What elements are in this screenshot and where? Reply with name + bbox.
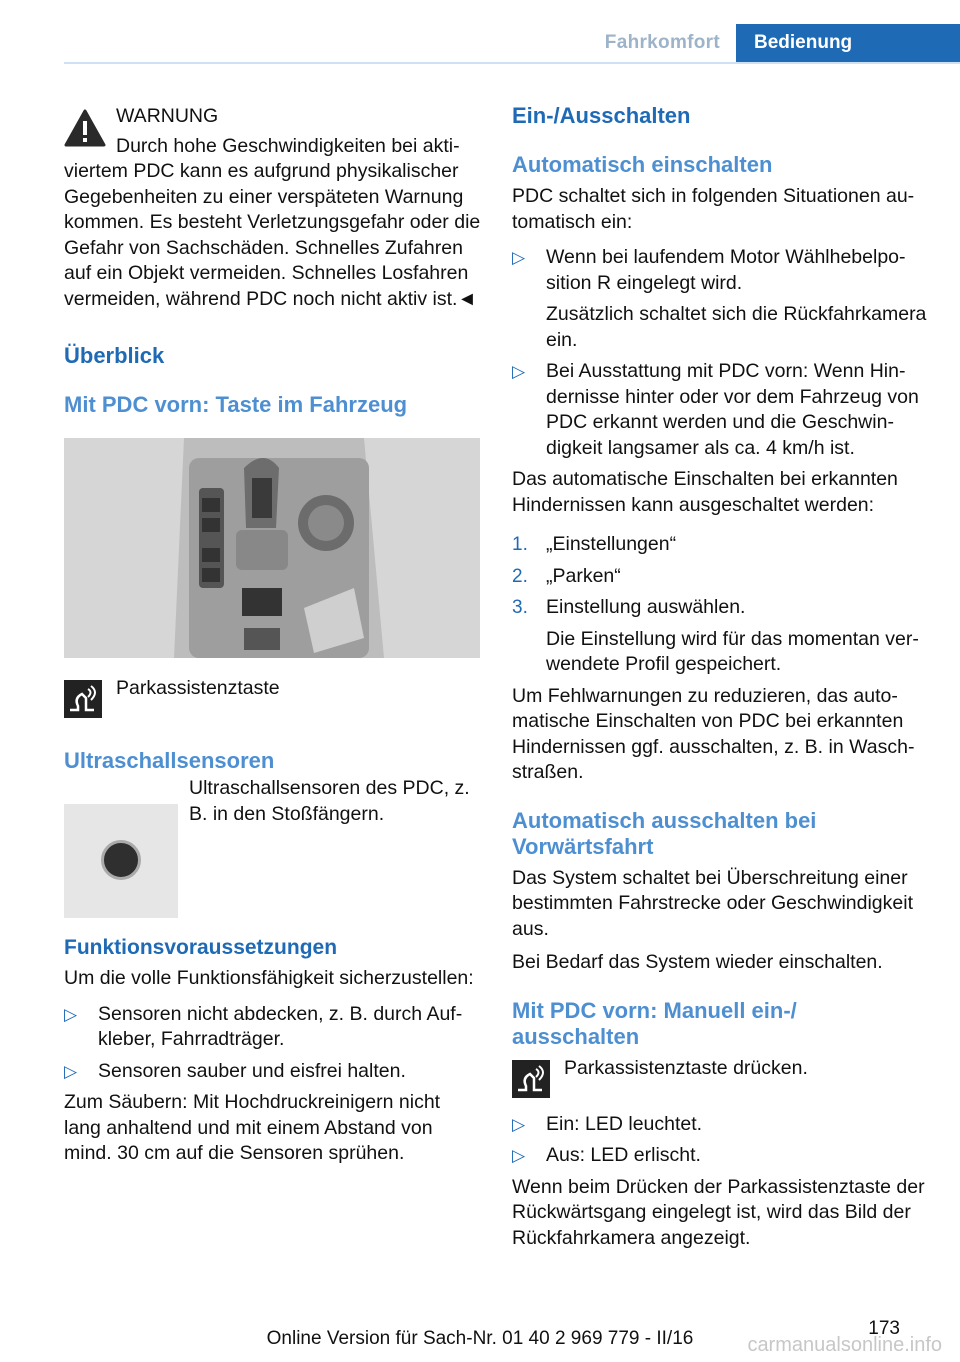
parking-assist-glyph-icon xyxy=(64,680,102,718)
parking-assist-caption: Parkassistenztaste xyxy=(116,677,280,699)
pdc-button-caption-row xyxy=(64,678,482,726)
step-number: 1. xyxy=(512,534,528,555)
triangle-bullet-icon: ▷ xyxy=(512,248,526,267)
parking-assist-icon xyxy=(64,680,102,718)
subheading-auto-off: Automatisch ausschalten bei Vorwärtsfahrt xyxy=(512,807,817,859)
triangle-bullet-icon: ▷ xyxy=(512,1114,526,1134)
tab-bedienung-label: Bedienung xyxy=(754,32,853,53)
warning-box xyxy=(64,104,482,312)
camera-text: Wenn beim Drücken der Parkassistenztaste der Rückwärtsgang eingelegt ist, wird das Bild der Rückfahrkamera angezeigt. xyxy=(512,1175,925,1249)
header-bar xyxy=(64,24,960,64)
list-item xyxy=(64,1002,482,1053)
manual-row xyxy=(512,1056,930,1108)
list-item-text: Wenn bei laufendem Motor Wählhebelposition R eingelegt wird. xyxy=(546,246,906,294)
heading-sensors: Ultraschallsensoren xyxy=(64,748,275,773)
left-column xyxy=(64,100,482,1167)
step-item xyxy=(512,595,930,678)
sensors-row xyxy=(64,776,482,908)
step-item xyxy=(512,532,930,558)
requirements-intro: Um die volle Funktionsfähigkeit sicherzustellen: xyxy=(64,967,474,989)
triangle-bullet-icon: ▷ xyxy=(64,1061,78,1081)
requirements-list xyxy=(64,1002,482,1085)
tab-bedienung[interactable] xyxy=(736,24,960,62)
triangle-bullet-icon: ▷ xyxy=(64,1004,78,1024)
manual-text: Parkassistenztaste drücken. xyxy=(564,1056,808,1079)
list-item xyxy=(512,1143,930,1169)
ultrasonic-sensor-icon xyxy=(101,840,141,880)
list-item-text: Sensoren sauber und eisfrei halten. xyxy=(98,1059,406,1082)
list-item-text: Sensoren nicht abdecken, z. B. durch Aufkleber, Fahrradträger. xyxy=(98,1002,463,1050)
auto-on-intro: PDC schaltet sich in folgenden Situationen automatisch ein: xyxy=(512,185,915,233)
manual-list xyxy=(512,1112,930,1169)
list-item xyxy=(512,1112,930,1138)
step-text: „Parken“ xyxy=(546,564,621,587)
cleaning-text: Zum Säubern: Mit Hochdruckreinigern nicht lang anhaltend und mit einem Abstand von mind. 30 cm auf die Sensoren sprühen. xyxy=(64,1091,441,1164)
sensor-image xyxy=(64,804,178,918)
list-item xyxy=(512,359,930,461)
step-number: 2. xyxy=(512,565,528,587)
reactivate-text: Bei Bedarf das System wieder einschalten. xyxy=(512,951,883,973)
step-text: Einstellung auswählen. xyxy=(546,596,746,618)
list-item-text: Aus: LED erlischt. xyxy=(546,1144,701,1166)
list-item-text: Ein: LED leuchtet. xyxy=(546,1112,703,1135)
step-text: „Einstellungen“ xyxy=(546,533,677,555)
warning-text-body: Durch hohe Geschwindigkeiten bei aktiviertem PDC kann es aufgrund physikalischer Gegebenheiten zu einer verspäteten Warnung kommen. Es besteht Verletzungsgefahr oder die Gefahr von Sachschäden. Schnelles Zufahren auf ein Objekt vermeiden. Schnelles Losfahren vermeiden, während PDC noch nicht aktiv ist.◄ xyxy=(64,134,481,310)
right-column xyxy=(512,100,930,1251)
step-item xyxy=(512,564,930,590)
auto-off-text: Das System schaltet bei Überschreitung einer bestimmten Fahrstrecke oder Geschwindigkeit aus. xyxy=(512,866,913,940)
triangle-bullet-icon: ▷ xyxy=(512,1146,526,1165)
heading-onoff: Ein-/Ausschalten xyxy=(512,103,691,128)
warning-triangle-icon xyxy=(64,109,106,147)
triangle-bullet-icon: ▷ xyxy=(512,362,526,381)
heading-overview: Überblick xyxy=(64,343,165,368)
parking-assist-icon xyxy=(512,1060,550,1098)
tab-fahrkomfort[interactable]: Fahrkomfort xyxy=(604,32,720,53)
list-item-extra: Zusätzlich schaltet sich die Rückfahrkamera ein. xyxy=(546,303,927,351)
warning-title: WARNUNG xyxy=(116,105,219,127)
subheading-auto-on: Automatisch einschalten xyxy=(512,152,773,177)
false-warning-text: Um Fehlwarnungen zu reduzieren, das automatische Einschalten von PDC bei erkannten Hindernissen ggf. ausschalten, z. B. in Waschstraßen. xyxy=(512,684,915,783)
watermark: carmanualsonline.info xyxy=(747,1334,942,1356)
page-number: 173 xyxy=(868,1318,900,1339)
auto-off-note: Das automatische Einschalten bei erkannten Hindernissen kann ausgeschaltet werden: xyxy=(512,468,898,516)
list-item xyxy=(512,245,930,353)
parking-assist-glyph-icon xyxy=(512,1060,550,1098)
list-item xyxy=(64,1059,482,1085)
console-photo xyxy=(64,438,480,658)
step-extra: Die Einstellung wird für das momentan verwendete Profil gespeichert. xyxy=(546,627,919,675)
warning-text xyxy=(64,134,482,313)
step-number: 3. xyxy=(512,597,528,618)
sensors-text: Ultraschallsensoren des PDC, z. B. in den Stoßfängern. xyxy=(189,777,470,825)
auto-on-list xyxy=(512,245,930,461)
online-version-note: Online Version für Sach-Nr. 01 40 2 969 779 - II/16 xyxy=(266,1328,694,1349)
heading-requirements: Funktionsvoraussetzungen xyxy=(64,936,338,959)
settings-steps xyxy=(512,532,930,678)
subheading-manual: Mit PDC vorn: Manuell ein-/ ausschalten xyxy=(512,997,797,1049)
list-item-text: Bei Ausstattung mit PDC vorn: Wenn Hindernisse hinter oder vor dem Fahrzeug von PDC erkannt werden und die Geschwindigkeit langsamer als ca. 4 km/h ist. xyxy=(546,360,919,459)
center-console-image xyxy=(64,438,480,658)
subheading-button: Mit PDC vorn: Taste im Fahrzeug xyxy=(64,392,408,417)
